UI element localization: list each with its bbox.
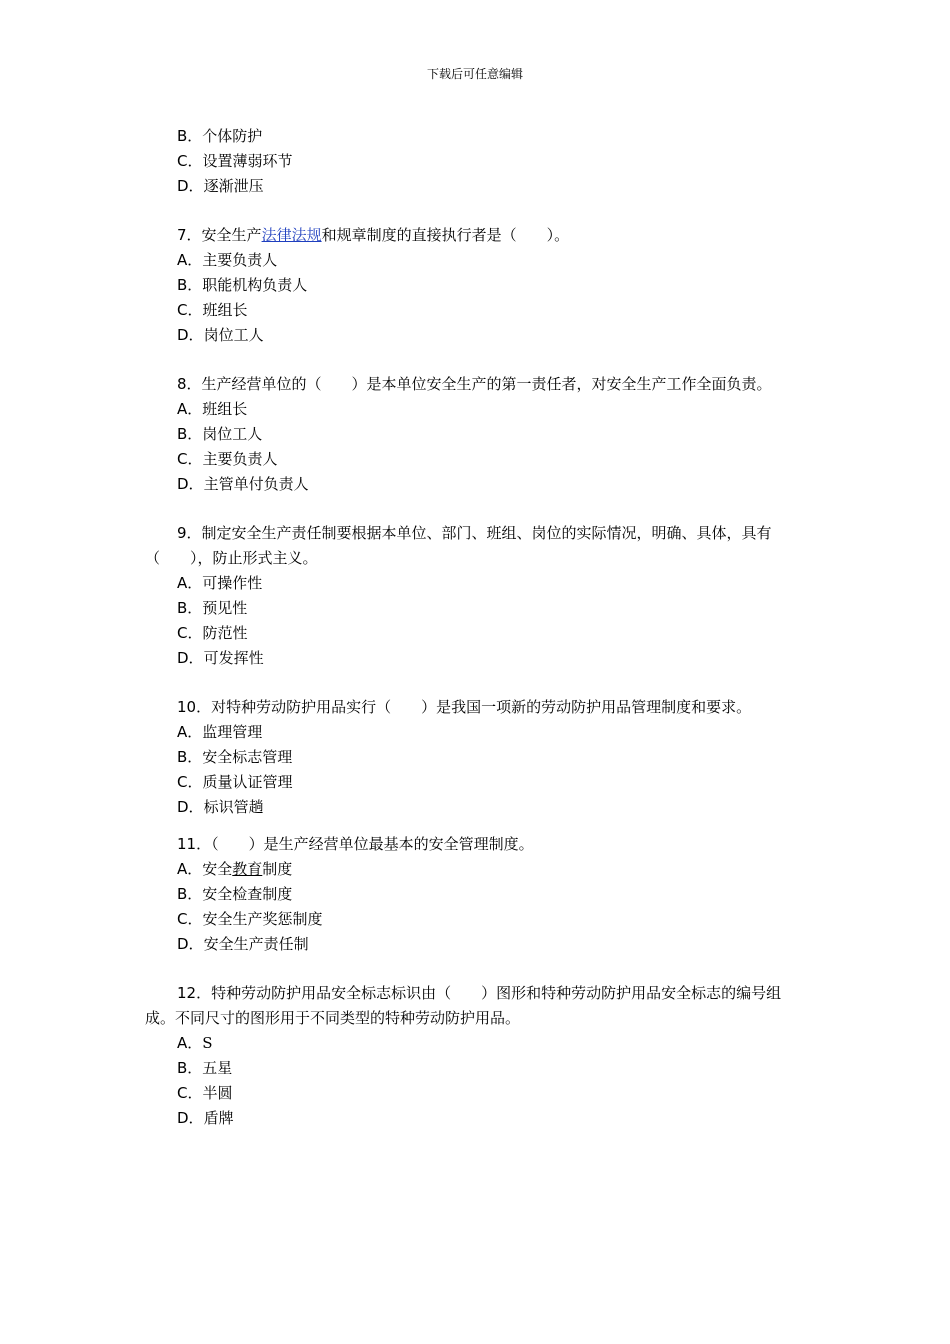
question-text: 生产经营单位的（ ）是本单位安全生产的第一责任者，对安全生产工作全面负责。 xyxy=(201,375,772,393)
option-letter: A． xyxy=(177,1034,203,1052)
question-10 xyxy=(145,695,805,720)
option-text: 标识管趟 xyxy=(203,798,264,816)
question-number: 8． xyxy=(177,375,202,393)
spacer xyxy=(145,671,805,695)
spacer xyxy=(145,497,805,521)
question-text: 对特种劳动防护用品实行（ ）是我国一项新的劳动防护用品管理制度和要求。 xyxy=(211,698,752,716)
option-8a xyxy=(145,397,805,422)
option-text: 安全检查制度 xyxy=(202,885,293,903)
question-number: 10． xyxy=(177,698,212,716)
option-9a xyxy=(145,571,805,596)
option-11d xyxy=(145,932,805,957)
option-letter: C． xyxy=(177,1084,203,1102)
option-12b xyxy=(145,1056,805,1081)
question-11 xyxy=(145,832,805,857)
option-text: 监理管理 xyxy=(202,723,263,741)
question-7 xyxy=(145,223,805,248)
law-link[interactable]: 法律法规 xyxy=(261,226,322,244)
option-letter: B． xyxy=(177,127,203,145)
option-letter: C． xyxy=(177,301,203,319)
option-8c xyxy=(145,447,805,472)
option-6c xyxy=(145,149,805,174)
option-text: 盾牌 xyxy=(203,1109,234,1127)
option-text: 防范性 xyxy=(202,624,248,642)
option-letter: B． xyxy=(177,748,203,766)
question-text-part: 和规章制度的直接执行者是（ ）。 xyxy=(321,226,570,244)
question-text-part: 安全生产 xyxy=(201,226,262,244)
option-text: 安全生产奖惩制度 xyxy=(202,910,323,928)
option-10c xyxy=(145,770,805,795)
question-8 xyxy=(145,372,805,397)
question-number: 11． xyxy=(177,835,212,853)
option-letter: A． xyxy=(177,860,203,878)
option-letter: C． xyxy=(177,773,203,791)
option-text: 五星 xyxy=(202,1059,233,1077)
option-text: 逐渐泄压 xyxy=(203,177,264,195)
option-letter: C． xyxy=(177,910,203,928)
option-7c xyxy=(145,298,805,323)
option-7d xyxy=(145,323,805,348)
option-7b xyxy=(145,273,805,298)
document-body xyxy=(145,124,805,1131)
option-letter: D． xyxy=(177,649,204,667)
option-letter: D． xyxy=(177,177,204,195)
option-text: 主管单付负责人 xyxy=(203,475,309,493)
option-text: 主要负责人 xyxy=(202,251,278,269)
option-10d xyxy=(145,795,805,820)
option-letter: D． xyxy=(177,475,204,493)
spacer xyxy=(145,199,805,223)
page-header: 下载后可任意编辑 xyxy=(426,67,523,81)
option-letter: C． xyxy=(177,450,203,468)
option-text: 设置薄弱环节 xyxy=(202,152,293,170)
question-text: 特种劳动防护用品安全标志标识由（ ）图形和特种劳动防护用品安全标志的编号组成。不同尺寸的图形用于不同类型的特种劳动防护用品。 xyxy=(145,984,782,1027)
option-text-part: 制度 xyxy=(262,860,293,878)
option-text: 职能机构负责人 xyxy=(202,276,308,294)
option-letter: B． xyxy=(177,1059,203,1077)
option-8b xyxy=(145,422,805,447)
option-9c xyxy=(145,621,805,646)
option-11a xyxy=(145,857,805,882)
option-letter: C． xyxy=(177,624,203,642)
option-letter: A． xyxy=(177,400,203,418)
spacer xyxy=(145,820,805,832)
question-number: 9． xyxy=(177,524,202,542)
option-text: 班组长 xyxy=(202,301,248,319)
option-letter: B． xyxy=(177,276,203,294)
option-12d xyxy=(145,1106,805,1131)
question-number: 12． xyxy=(177,984,212,1002)
option-text: 质量认证管理 xyxy=(202,773,293,791)
option-text: 岗位工人 xyxy=(203,326,264,344)
question-text: （ ）是生产经营单位最基本的安全管理制度。 xyxy=(211,835,534,853)
option-letter: D． xyxy=(177,935,204,953)
option-letter: B． xyxy=(177,599,203,617)
option-text: 可发挥性 xyxy=(203,649,264,667)
option-9d xyxy=(145,646,805,671)
option-text: 个体防护 xyxy=(202,127,263,145)
option-11c xyxy=(145,907,805,932)
option-10b xyxy=(145,745,805,770)
option-9b xyxy=(145,596,805,621)
option-letter: D． xyxy=(177,326,204,344)
option-letter: A． xyxy=(177,723,203,741)
spacer xyxy=(145,957,805,981)
option-letter: D． xyxy=(177,798,204,816)
option-6d xyxy=(145,174,805,199)
option-letter: A． xyxy=(177,574,203,592)
question-9 xyxy=(145,521,805,571)
option-text: 预见性 xyxy=(202,599,248,617)
question-text: 制定安全生产责任制要根据本单位、部门、班组、岗位的实际情况，明确、具体，具有（ ），防止形式主义。 xyxy=(145,524,772,567)
option-text-part: 安全 xyxy=(202,860,233,878)
option-6b xyxy=(145,124,805,149)
option-text: 班组长 xyxy=(202,400,248,418)
option-8d xyxy=(145,472,805,497)
option-12a xyxy=(145,1031,805,1056)
option-letter: D． xyxy=(177,1109,204,1127)
option-letter: C． xyxy=(177,152,203,170)
option-11b xyxy=(145,882,805,907)
question-12 xyxy=(145,981,805,1031)
option-text: S xyxy=(202,1034,213,1052)
option-text: 半圆 xyxy=(202,1084,233,1102)
option-7a xyxy=(145,248,805,273)
option-letter: A． xyxy=(177,251,203,269)
option-text: 主要负责人 xyxy=(202,450,278,468)
option-text: 岗位工人 xyxy=(202,425,263,443)
question-number: 7． xyxy=(177,226,202,244)
option-text: 安全生产责任制 xyxy=(203,935,309,953)
underlined-text: 教育 xyxy=(232,860,263,878)
option-text: 可操作性 xyxy=(202,574,263,592)
option-10a xyxy=(145,720,805,745)
option-12c xyxy=(145,1081,805,1106)
option-letter: B． xyxy=(177,885,203,903)
option-text: 安全标志管理 xyxy=(202,748,293,766)
option-letter: B． xyxy=(177,425,203,443)
spacer xyxy=(145,348,805,372)
